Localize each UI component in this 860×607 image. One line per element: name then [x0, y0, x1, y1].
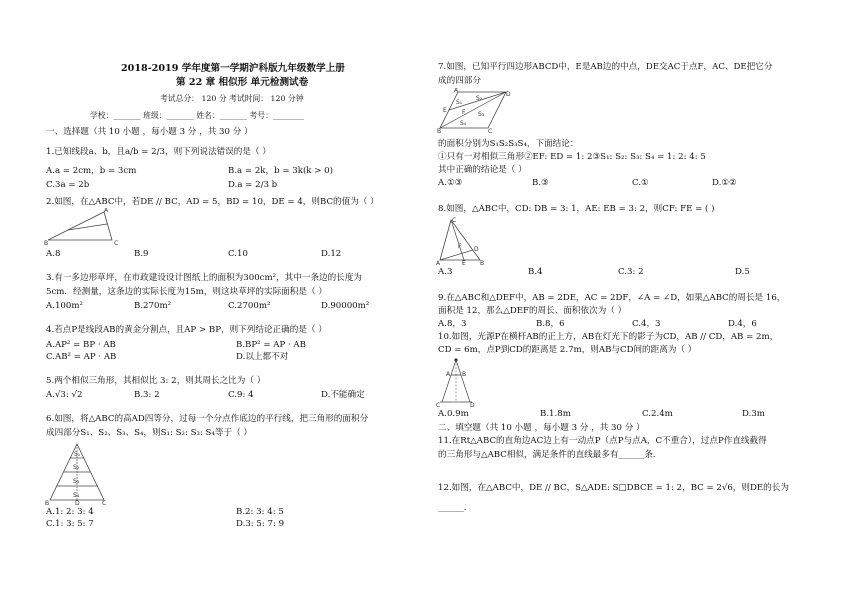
- q7-parallelogram-figure: [436, 88, 512, 134]
- svg-text:D: D: [75, 500, 80, 506]
- q9-option-a: A.8，3: [438, 319, 467, 329]
- svg-text:A: A: [446, 371, 451, 378]
- q10-option-d: D.3m: [742, 409, 765, 419]
- svg-text:C: C: [452, 217, 457, 224]
- svg-text:S₃: S₃: [73, 478, 80, 485]
- chapter-title: 第 22 章 相似形 单元检测试卷: [176, 77, 309, 88]
- svg-text:D: D: [470, 402, 475, 408]
- q1-option-b: B.a = 2k，b = 3k(k > 0): [228, 166, 333, 176]
- svg-text:A: A: [436, 260, 441, 266]
- q3-option-c: C.2700m²: [228, 301, 271, 311]
- q5-stem: 5.两个相似三角形，其相似比 3: 2，则其周长之比为（ ）: [46, 376, 266, 386]
- q2-option-b: B.9: [134, 249, 149, 259]
- q11-stem-line2: 的三角形与△ABC相似，满足条件的直线最多有______条.: [438, 450, 656, 460]
- q3-option-b: B.270m²: [134, 301, 172, 311]
- student-info-fields: 学校：_______ 班级：_______ 姓名：_______ 考号：________: [90, 111, 305, 120]
- q4-option-b: B.BP² = AP · AB: [236, 340, 306, 350]
- svg-text:C: C: [488, 128, 493, 134]
- svg-text:F: F: [462, 109, 466, 116]
- q2-option-a: A.8: [46, 249, 61, 259]
- svg-text:C: C: [436, 402, 441, 408]
- q1-option-d: D.a = 2/3 b: [228, 180, 278, 190]
- q10-option-a: A.0.9m: [438, 409, 469, 419]
- q9-option-d: D.4，6: [728, 319, 757, 329]
- svg-text:A: A: [104, 208, 109, 214]
- q10-light-figure: [436, 356, 476, 408]
- svg-text:S₃: S₃: [478, 111, 485, 118]
- svg-text:E: E: [462, 260, 466, 266]
- svg-text:C: C: [102, 500, 107, 506]
- q6-triangle-figure: [44, 440, 110, 506]
- q9-stem-line2: 面积是 12，那么△DEF的周长、面积依次为（ ）: [438, 306, 627, 316]
- q5-option-d: D.不能确定: [321, 390, 365, 400]
- q7-stem-line3: 的面积分别为S₁S₂S₃S₄，下面结论：: [438, 139, 579, 149]
- q9-option-b: B.8，6: [536, 319, 565, 329]
- section-1-heading: 一、选择题（共 10 小题 ，每小题 3 分 ，共 30 分 ）: [46, 127, 253, 137]
- q2-option-c: C.10: [228, 249, 248, 259]
- q12-stem-line1: 12.如图，在△ABC中，DE // BC，S△ADE: S□DBCE = 1: 2，BC = 2√6，则DE的长为: [438, 483, 789, 493]
- q1-option-c: C.3a = 2b: [46, 180, 90, 190]
- svg-text:C: C: [114, 240, 119, 246]
- svg-text:F: F: [458, 243, 462, 250]
- q8-stem: 8.如图，△ABC中，CD: DB = 3: 1，AE: EB = 3: 2，则CF: FE = ( ): [438, 204, 715, 214]
- q8-option-c: C.3: 2: [618, 267, 644, 277]
- svg-text:S₄: S₄: [73, 492, 80, 499]
- svg-text:B: B: [44, 240, 49, 246]
- q6-stem-line2: 成四部分S₁、S₂、S₃、S₄，则S₁: S₂: S₃: S₄等于（ ）: [46, 428, 252, 438]
- q4-option-d: D.以上都不对: [236, 352, 289, 362]
- q10-option-c: C.2.4m: [642, 409, 673, 419]
- q9-option-c: C.4，3: [632, 319, 661, 329]
- q2-option-d: D.12: [321, 249, 342, 259]
- svg-text:A: A: [454, 88, 459, 94]
- q3-stem-line2: 5cm．经测量，这条边的实际长度为15m，则这块草坪的实际面积是（ ）: [46, 287, 327, 297]
- svg-text:S₁: S₁: [74, 451, 81, 458]
- q4-stem: 4.若点P是线段AB的黄金分割点，且AP > BP，则下列结论正确的是（ ）: [46, 325, 327, 335]
- q6-option-a: A.1: 2: 3: 4: [46, 507, 94, 517]
- exam-title: 2018-2019 学年度第一学期沪科版九年级数学上册: [121, 63, 345, 74]
- q4-option-c: C.AB² = AP · AB: [46, 352, 117, 362]
- q8-triangle-figure: [436, 216, 486, 266]
- q12-stem-line2: ______.: [438, 503, 467, 513]
- q8-option-b: B.4: [528, 267, 543, 277]
- q1-stem: 1.已知线段a、b，且a/b = 2/3，则下列说法错误的是（ ）: [46, 147, 271, 157]
- q7-stem-line1: 7.如图，已知平行四边形ABCD中，E是AB边的中点，DE交AC于点F，AC、DE把它分: [438, 62, 773, 72]
- q5-option-c: C.9: 4: [228, 390, 254, 400]
- q6-option-b: B.2: 3: 4: 5: [236, 507, 284, 517]
- svg-text:D: D: [506, 91, 511, 98]
- svg-text:S₄: S₄: [460, 120, 467, 127]
- q3-option-d: D.90000m²: [321, 301, 370, 311]
- svg-text:B: B: [437, 128, 442, 134]
- q7-stem-line2: 成的四部分: [438, 76, 481, 86]
- svg-text:S₁: S₁: [456, 99, 463, 106]
- exam-meta: 考试总分： 120 分 考试时间： 120 分钟: [160, 94, 304, 103]
- q7-option-d: D.①②: [712, 178, 737, 188]
- q5-option-b: B.3: 2: [134, 390, 160, 400]
- q10-stem-line2: CD = 6m，点P到CD的距离是 2.7m，则AB与CD间的距离为（ ）: [438, 345, 697, 355]
- q2-stem: 2.如图，在△ABC中，若DE // BC，AD = 5，BD = 10，DE = 4，则BC的值为（ ）: [46, 197, 379, 207]
- q8-option-d: D.5: [735, 267, 750, 277]
- section-2-heading: 二、填空题（共 10 小题 ，每小题 3 分 ，共 30 分 ）: [438, 423, 645, 433]
- q11-stem-line1: 11.在Rt△ABC的直角边AC边上有一动点P（点P与点A，C不重合），过点P作直线截得: [438, 436, 767, 446]
- q4-option-a: A.AP² = BP · AB: [46, 340, 116, 350]
- q2-triangle-figure: [44, 208, 124, 246]
- svg-text:D: D: [474, 246, 479, 253]
- q7-option-a: A.①③: [438, 178, 463, 188]
- q7-conclusions: ①只有一对相似三角形②EF: ED = 1: 2③S₁: S₂: S₃: S₄ = 1: 2: 4: 5: [438, 152, 706, 162]
- q9-stem-line1: 9.在△ABC和△DEF中，AB = 2DE，AC = 2DF，∠A = ∠D，如果△ABC的周长是 16，: [438, 293, 786, 303]
- svg-text:S₂: S₂: [476, 95, 483, 102]
- q6-option-c: C.1: 3: 5: 7: [46, 519, 94, 529]
- svg-text:B: B: [45, 500, 50, 506]
- q10-stem-line1: 10.如图，光源P在横杆AB的正上方，AB在灯光下的影子为CD，AB // CD，AB = 2m，: [438, 332, 779, 342]
- q7-option-b: B.③: [532, 178, 549, 188]
- q5-option-a: A.√3: √2: [46, 390, 83, 400]
- q3-option-a: A.100m²: [46, 301, 83, 311]
- q8-option-a: A.3: [438, 267, 453, 277]
- q10-option-b: B.1.8m: [540, 409, 571, 419]
- svg-text:E: E: [443, 107, 447, 114]
- q7-stem-line5: 其中正确的结论是（ ）: [438, 165, 527, 175]
- q7-option-c: C.①: [632, 178, 649, 188]
- svg-text:S₂: S₂: [73, 464, 80, 471]
- q1-option-a: A.a = 2cm，b = 3cm: [46, 166, 137, 176]
- q6-option-d: D.3: 5: 7: 9: [236, 519, 285, 529]
- svg-text:B: B: [462, 371, 467, 378]
- q6-stem-line1: 6.如图，将△ABC的高AD四等分，过每一个分点作底边的平行线，把三角形的面积分: [46, 414, 369, 424]
- q3-stem-line1: 3.有一多边形草坪，在市政建设设计图纸上的面积为300cm²，其中一条边的长度为: [46, 273, 363, 283]
- svg-text:B: B: [480, 260, 485, 266]
